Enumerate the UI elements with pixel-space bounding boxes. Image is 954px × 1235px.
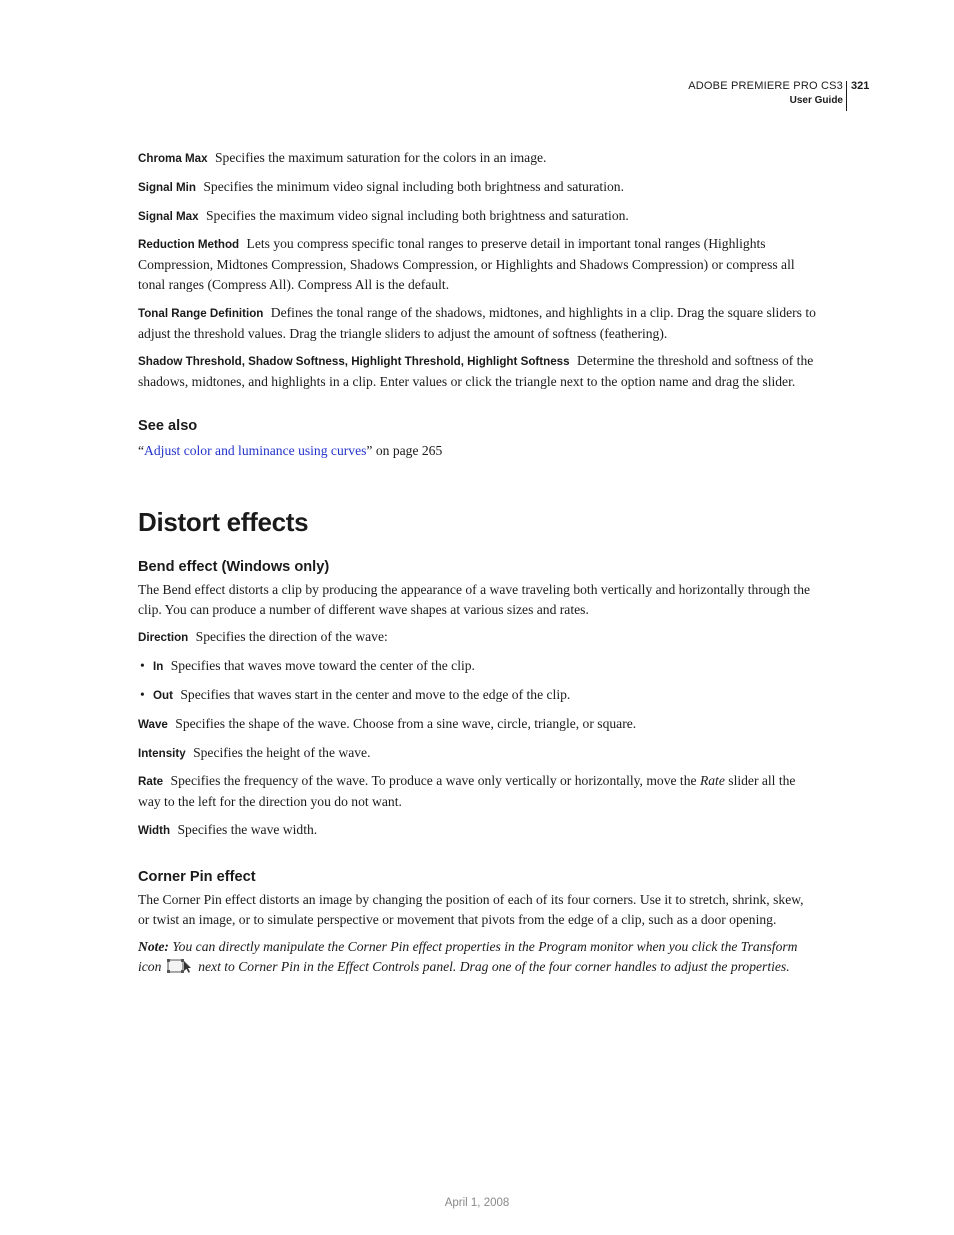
guide-name: User Guide	[789, 95, 843, 106]
def-term: Width	[138, 823, 171, 837]
def-intensity	[138, 743, 816, 764]
rate-emphasis: Rate	[699, 773, 725, 789]
def-text: Specifies the frequency of the wave. To produce a wave only vertically or horizontally, move the	[170, 773, 700, 789]
note-label: Note:	[138, 939, 169, 955]
transform-icon	[167, 958, 193, 980]
def-text: Specifies that waves move toward the center of the clip.	[170, 658, 475, 674]
def-text: Specifies the height of the wave.	[193, 744, 371, 760]
page-reference: ” on page 265	[366, 442, 443, 458]
def-term: Tonal Range Definition	[138, 306, 264, 320]
def-text: Specifies the shape of the wave. Choose from a sine wave, circle, triangle, or square.	[175, 715, 637, 731]
def-wave	[138, 714, 816, 735]
def-text: Specifies that waves start in the center and move to the edge of the clip.	[180, 686, 571, 702]
see-also-heading: See also	[138, 417, 198, 434]
def-text: Specifies the minimum video signal including both brightness and saturation.	[203, 178, 624, 194]
page-body	[138, 148, 816, 980]
section-title: Distort effects	[138, 506, 309, 537]
def-shadow-highlight	[138, 351, 816, 392]
def-direction	[138, 627, 816, 648]
def-text: Defines the tonal range of the shadows, midtones, and highlights in a clip. Drag the square sliders to adjust the threshold values. Drag the triangle sliders to adjust the amount of softness (feathering).	[138, 304, 816, 341]
bullet-icon: •	[140, 686, 145, 702]
def-term: Intensity	[138, 746, 186, 760]
def-term: Rate	[138, 775, 164, 789]
running-header	[688, 78, 843, 108]
def-term: Chroma Max	[138, 152, 208, 165]
def-text: slider all the way to the left for the direction you do not want.	[138, 773, 796, 810]
note-paragraph	[138, 937, 816, 980]
def-term: Reduction Method	[138, 238, 240, 252]
def-term: Signal Max	[138, 209, 199, 223]
bullet-in	[138, 656, 816, 677]
def-text: Specifies the direction of the wave:	[195, 629, 388, 645]
def-text: Specifies the maximum video signal including both brightness and saturation.	[205, 207, 629, 223]
bend-heading: Bend effect (Windows only)	[138, 558, 330, 575]
bend-intro: The Bend effect distorts a clip by producing the appearance of a wave traveling both vertically and horizontally through the clip. You can produce a number of different wave shapes at various sizes and rates.	[138, 581, 811, 617]
def-rate	[138, 771, 816, 812]
def-term: In	[153, 660, 164, 674]
def-text: Specifies the wave width.	[177, 821, 318, 837]
footer-date: April 1, 2008	[444, 1197, 510, 1209]
def-term: Wave	[138, 717, 168, 731]
see-also-entry	[138, 441, 816, 461]
def-reduction-method	[138, 234, 816, 294]
header-divider	[846, 81, 847, 111]
def-width	[138, 820, 816, 841]
def-term: Direction	[138, 631, 189, 645]
note-text: next to Corner Pin in the Effect Controls panel. Drag one of the four corner handles to adjust the properties.	[194, 959, 790, 975]
cross-reference-link[interactable]: Adjust color and luminance using curves	[144, 442, 367, 458]
open-quote: “	[138, 442, 145, 458]
def-text: Specifies the maximum saturation for the colors in an image.	[215, 150, 547, 165]
note-text: You can directly manipulate the Corner Pin effect properties in the Program monitor when you click the Transform icon	[138, 939, 798, 975]
def-term: Shadow Threshold, Shadow Softness, Highlight Threshold, Highlight Softness	[138, 355, 570, 369]
corner-pin-heading: Corner Pin effect	[138, 868, 256, 885]
def-signal-max	[138, 206, 816, 227]
page-number: 321	[851, 80, 870, 92]
product-name: ADOBE PREMIERE PRO CS3	[688, 80, 843, 92]
bullet-icon: •	[140, 658, 145, 674]
def-term: Out	[153, 688, 173, 702]
def-chroma-max	[138, 148, 816, 169]
def-tonal-range	[138, 303, 816, 344]
bullet-out	[138, 685, 816, 706]
corner-pin-intro: The Corner Pin effect distorts an image by changing the position of each of its four corners. Use it to stretch, shrink, skew, or twist an image, or to simulate perspective or movement that pivots from the edge of a clip, such as a door opening.	[138, 891, 804, 927]
def-text: Determine the threshold and softness of the shadows, midtones, and highlights in a clip. Enter values or click the triangle next to the option name and drag the slider.	[138, 353, 814, 390]
def-signal-min	[138, 177, 816, 198]
def-text: Lets you compress specific tonal ranges to preserve detail in important tonal ranges (Highlights Compression, Midtones Compression, Shadows Compression, or Highlights and Shadows Compression) or compress all tonal ranges (Compress All). Compress All is the default.	[138, 236, 795, 292]
def-term: Signal Min	[138, 180, 196, 194]
